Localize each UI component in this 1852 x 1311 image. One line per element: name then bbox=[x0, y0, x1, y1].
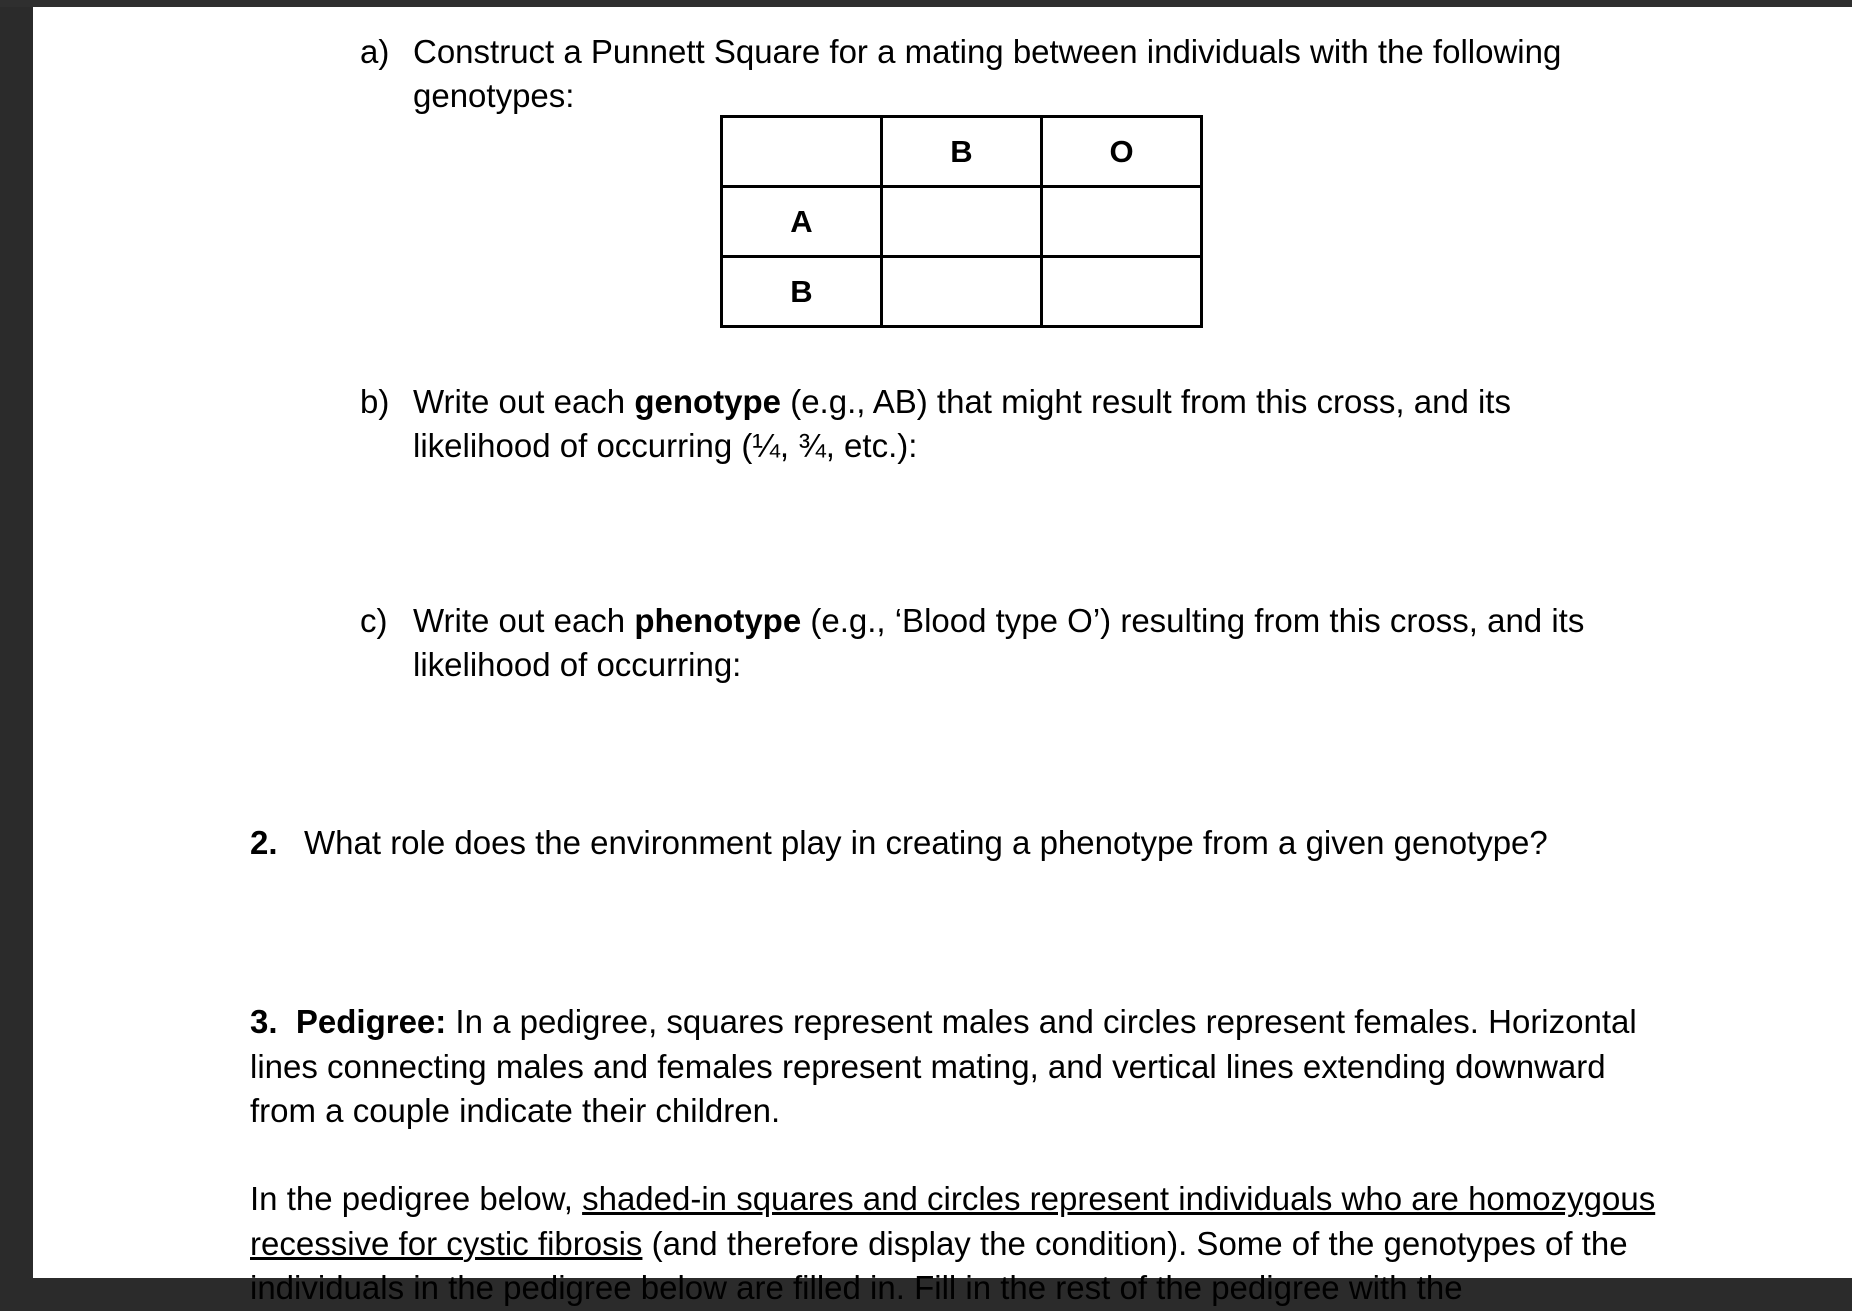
question-part-b bbox=[360, 380, 1760, 470]
part-b-label: b) bbox=[360, 383, 390, 420]
part-c-post: (e.g., ‘Blood type O’) resulting from this cross, and its bbox=[801, 602, 1585, 639]
punnett-row-2 bbox=[722, 257, 1202, 327]
question-3-line1-rest: In a pedigree, squares represent males and circles represent females. Horizontal bbox=[446, 1003, 1637, 1040]
part-c-label: c) bbox=[360, 602, 388, 639]
document-page bbox=[33, 7, 1852, 1306]
part-a-line1: Construct a Punnett Square for a mating between individuals with the following bbox=[413, 33, 1562, 70]
part-b-pre: Write out each bbox=[413, 383, 635, 420]
q3p2-underlined-1: shaded-in squares and circles represent individuals who are homozygous bbox=[582, 1180, 1656, 1217]
q3p2-underlined-2: recessive for cystic fibrosis bbox=[250, 1224, 643, 1262]
question-3-line2: lines connecting males and females represent mating, and vertical lines extending downward bbox=[250, 1047, 1606, 1085]
question-part-c bbox=[360, 599, 1760, 689]
question-2 bbox=[250, 821, 1750, 867]
q3p2-line1 bbox=[250, 1177, 1655, 1222]
punnett-cell-1-1 bbox=[882, 187, 1042, 257]
q3p2-pre: In the pedigree below, bbox=[250, 1180, 583, 1217]
part-b-line2: likelihood of occurring (¼, ¾, etc.): bbox=[413, 427, 918, 464]
question-3 bbox=[250, 1000, 1637, 1134]
question-3-heading: Pedigree: bbox=[295, 1003, 447, 1040]
punnett-cell-2-1 bbox=[882, 257, 1042, 327]
question-3-paragraph-2 bbox=[250, 1177, 1655, 1311]
part-c-bold-term: phenotype bbox=[634, 602, 802, 639]
punnett-corner-cell bbox=[722, 117, 882, 187]
punnett-col-header-1: B bbox=[882, 117, 1042, 187]
question-3-number: 3. bbox=[250, 1003, 278, 1040]
punnett-cell-2-2 bbox=[1042, 257, 1202, 327]
question-3-line3: from a couple indicate their children. bbox=[250, 1092, 781, 1129]
question-3-line1 bbox=[250, 1000, 1637, 1045]
part-a-line2: genotypes: bbox=[413, 77, 575, 114]
part-b-bold-term: genotype bbox=[634, 383, 782, 420]
question-2-number: 2. bbox=[250, 824, 278, 861]
q3p2-line2 bbox=[250, 1222, 1655, 1267]
question-2-text: What role does the environment play in creating a phenotype from a given genotype? bbox=[304, 824, 1548, 861]
punnett-col-header-2: O bbox=[1042, 117, 1202, 187]
q3p2-line3: individuals in the pedigree below are filled in. Fill in the rest of the pedigree with the bbox=[250, 1269, 1463, 1306]
punnett-row-1 bbox=[722, 187, 1202, 257]
question-part-a bbox=[360, 30, 1760, 120]
punnett-cell-1-2 bbox=[1042, 187, 1202, 257]
q3p2-post-2: (and therefore display the condition). Some of the genotypes of the bbox=[642, 1224, 1628, 1262]
window-top-bar bbox=[0, 0, 1852, 7]
punnett-row-header-2: B bbox=[722, 257, 882, 327]
part-b-line1 bbox=[413, 380, 1511, 424]
part-b-post: (e.g., AB) that might result from this cross, and its bbox=[781, 383, 1511, 420]
part-c-pre: Write out each bbox=[413, 602, 635, 639]
part-c-line2: likelihood of occurring: bbox=[413, 646, 742, 683]
part-c-line1 bbox=[413, 599, 1584, 643]
part-a-label: a) bbox=[360, 33, 390, 70]
punnett-header-row bbox=[722, 117, 1202, 187]
punnett-square bbox=[720, 115, 1203, 328]
punnett-row-header-1: A bbox=[722, 187, 882, 257]
